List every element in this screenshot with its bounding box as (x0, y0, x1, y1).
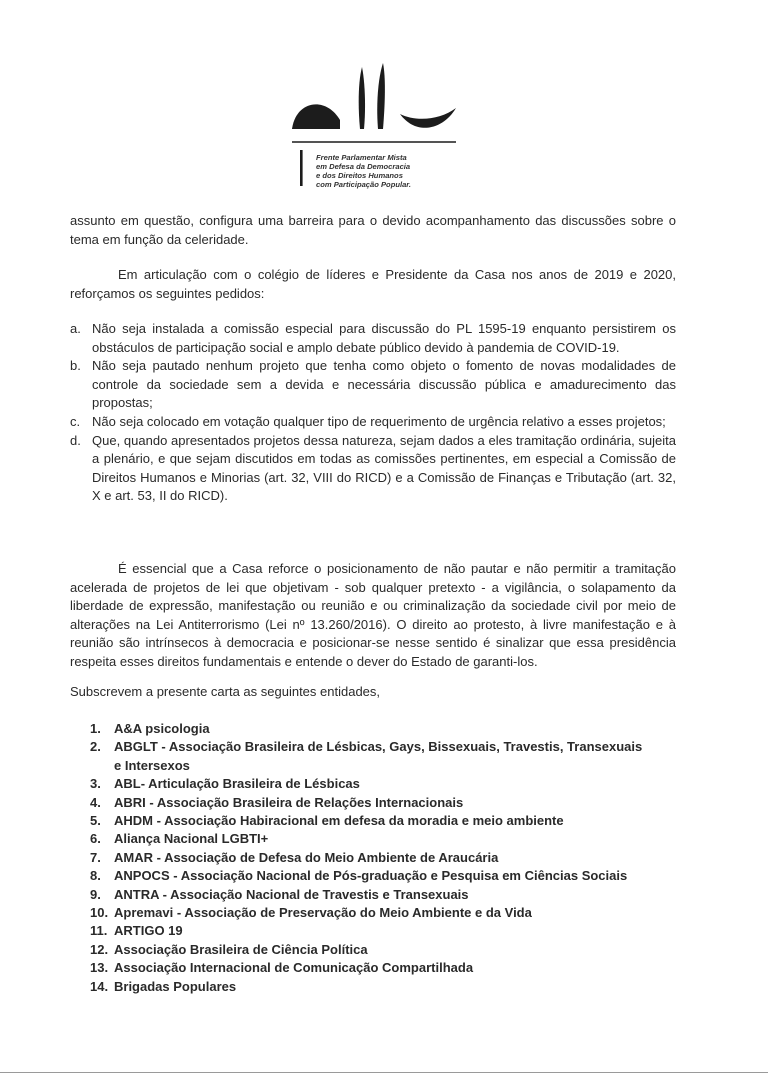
list-item-text: Que, quando apresentados projetos dessa natureza, sejam dados a eles tramitação ordinária, sujeita a plenário, e que sejam discutidos em todas as comissões pertinentes, em especial a Comissão de Direitos Humanos e Minorias (art. 32, VIII do RICD) e a Comissão de Finanças e Tributação (art. 32, X e art. 53, II do RICD). (92, 432, 676, 504)
entity-number: 3. (90, 776, 101, 792)
entity-item (90, 922, 650, 940)
entity-name: ABGLT - Associação Brasileira de Lésbicas, Gays, Bissexuais, Travestis, Transexuais e Intersexos (114, 739, 643, 773)
entity-number: 8. (90, 868, 101, 884)
list-item (70, 357, 676, 413)
signatory-entities-list (90, 720, 650, 996)
entity-item (90, 867, 650, 885)
entity-number: 13. (90, 960, 109, 976)
entity-item (90, 941, 650, 959)
entity-number: 2. (90, 739, 101, 755)
caption-line: e dos Direitos Humanos (316, 171, 403, 180)
entity-name: Apremavi - Associação de Preservação do Meio Ambiente e da Vida (114, 905, 532, 921)
entity-item (90, 738, 650, 775)
list-marker: c. (70, 413, 81, 429)
list-item (70, 320, 676, 357)
list-item-text: Não seja instalada a comissão especial para discussão do PL 1595-19 enquanto persistirem os obstáculos de participação social e amplo debate público devido à pandemia de COVID-19. (92, 321, 676, 355)
requests-list (70, 320, 676, 506)
entity-number: 11. (90, 923, 108, 939)
list-item (70, 432, 676, 506)
list-item-text: Não seja colocado em votação qualquer tipo de requerimento de urgência relativo a esses projetos; (92, 413, 666, 429)
entity-name: ABL- Articulação Brasileira de Lésbicas (114, 776, 360, 792)
entity-name: ANPOCS - Associação Nacional de Pós-graduação e Pesquisa em Ciências Sociais (114, 868, 628, 884)
entity-item (90, 775, 650, 793)
entity-name: A&A psicologia (114, 721, 210, 736)
paragraph-signatories-intro: Subscrevem a presente carta as seguintes entidades, (70, 684, 381, 699)
entity-name: Associação Internacional de Comunicação Compartilhada (114, 960, 474, 976)
entity-item (90, 978, 650, 996)
entity-item (90, 830, 650, 848)
list-marker: d. (70, 432, 81, 448)
letterhead-caption (316, 153, 411, 189)
caption-line: em Defesa da Democracia (316, 162, 411, 171)
entity-name: Brigadas Populares (114, 978, 237, 994)
entity-number: 6. (90, 831, 101, 847)
entity-item (90, 794, 650, 812)
list-item (70, 413, 676, 432)
entity-number: 14. (90, 978, 109, 994)
entity-number: 12. (90, 941, 109, 957)
entity-number: 10. (90, 905, 109, 921)
entity-item (90, 812, 650, 830)
entity-number: 5. (90, 813, 101, 829)
entity-name: Aliança Nacional LGBTI+ (114, 831, 269, 847)
entity-item (90, 720, 650, 738)
paragraph-continuation: assunto em questão, configura uma barreira para o devido acompanhamento das discussões sobre o tema em função da celeridade. (70, 213, 676, 247)
caption-line: com Participação Popular. (316, 180, 411, 189)
entity-name: ABRI - Associação Brasileira de Relações Internacionais (114, 794, 464, 810)
entity-item (90, 959, 650, 977)
entity-number: 7. (90, 849, 101, 865)
entity-name: ARTIGO 19 (114, 923, 183, 939)
entity-name: AMAR - Associação de Defesa do Meio Ambiente de Araucária (114, 849, 499, 865)
entity-name: Associação Brasileira de Ciência Política (114, 941, 368, 957)
list-marker: b. (70, 358, 81, 374)
entity-item (90, 849, 650, 867)
paragraph-requests-intro: Em articulação com o colégio de líderes e Presidente da Casa nos anos de 2019 e 2020, reforçamos os seguintes pedidos: (70, 267, 676, 301)
page-bottom-border (0, 1072, 768, 1073)
paragraph-essential: É essencial que a Casa reforce o posicionamento de não pautar e não permitir a tramitação acelerada de projetos de lei que objetivam - sob qualquer pretexto - a vigilância, o solapamento da liberdade de expressão, manifestação ou reunião e ou criminalização da sociedade civil por meio de alterações na Lei Antiterrorismo (Lei nº 13.260/2016). O direito ao protesto, à livre manifestação e à reunião são intrínsecos à democracia e posicionar-se nesse sentido é sinalizar que essa presidência respeita esses direitos fundamentais e entende o dever do Estado de garanti-los. (70, 561, 676, 669)
entity-name: AHDM - Associação Habiracional em defesa da moradia e meio ambiente (114, 813, 564, 829)
caption-line: Frente Parlamentar Mista (316, 153, 407, 162)
entity-number: 1. (90, 721, 101, 736)
entity-name: ANTRA - Associação Nacional de Travestis e Transexuais (114, 886, 469, 902)
entity-number: 4. (90, 794, 101, 810)
entity-item (90, 904, 650, 922)
list-item-text: Não seja pautado nenhum projeto que tenha como objeto o fomento de novas modalidades de controle da sociedade sem a devida e necessária discussão pública e amadurecimento das propostas; (92, 358, 676, 411)
list-marker: a. (70, 321, 81, 336)
entity-item (90, 886, 650, 904)
entity-number: 9. (90, 886, 101, 902)
